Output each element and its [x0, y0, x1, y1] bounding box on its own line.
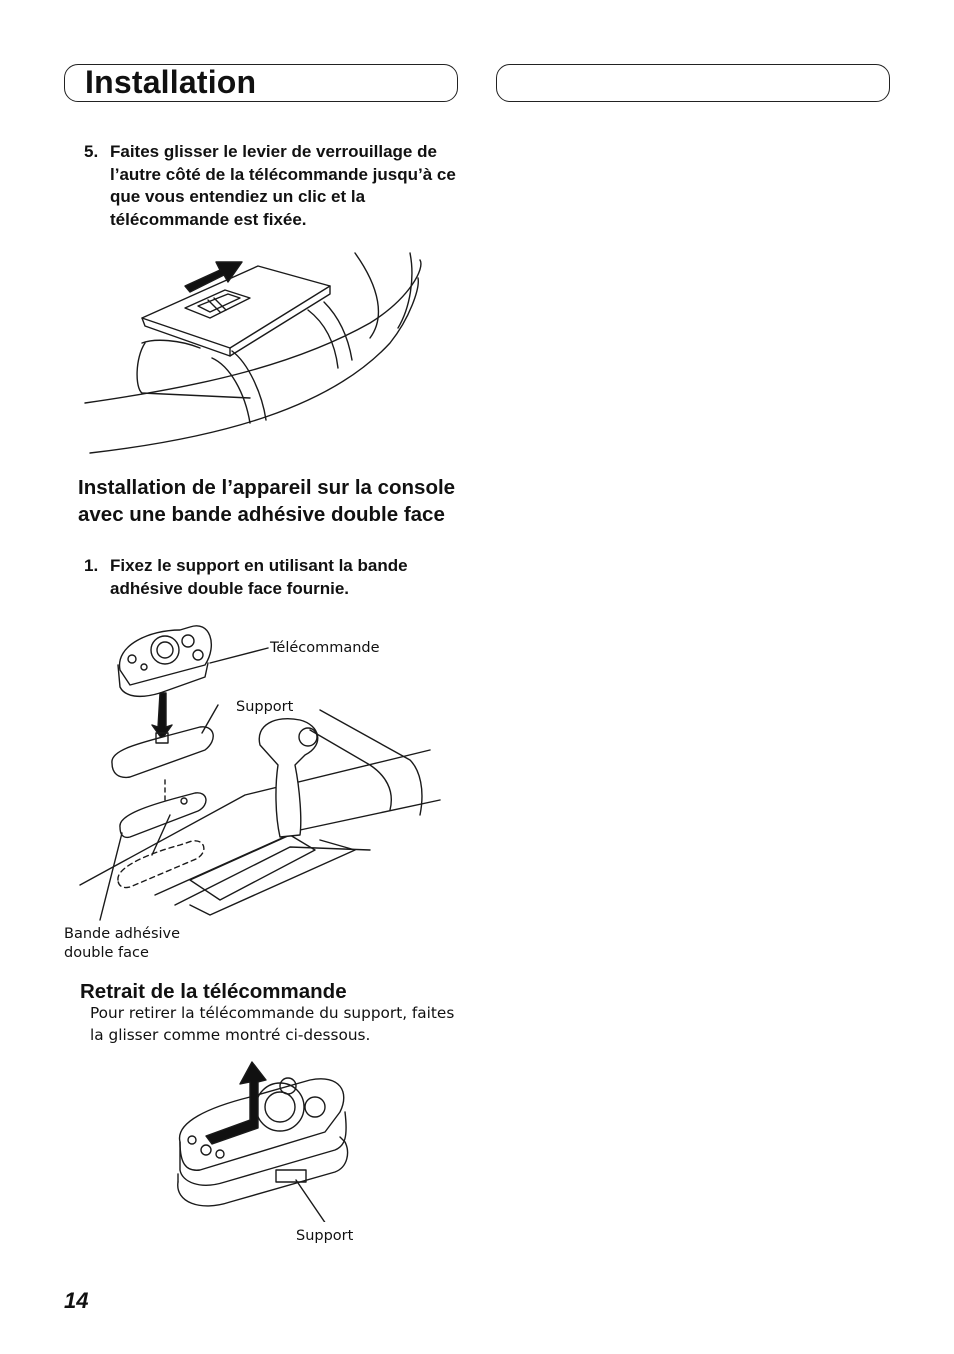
section-header-box [64, 64, 458, 102]
section-heading-console: Installation de l’appareil sur la console avec une bande adhésive double face [78, 476, 456, 527]
section-heading-removal: Retrait de la télécommande [80, 980, 347, 1003]
label-remote: Télécommande [270, 640, 380, 656]
label-support: Support [236, 699, 294, 715]
step-text: Faites glisser le levier de verrouillage de l’autre côté de la télécommande jusqu’à ce que vous entendiez un clic et la télécommande est fixée. [110, 142, 456, 230]
steering-wheel-illustration [80, 248, 430, 463]
page-number: 14 [64, 1288, 89, 1313]
step-number: 1. [84, 556, 99, 575]
page-title: Installation [85, 64, 257, 100]
step-text: Fixez le support en utilisant la bande adhésive double face fournie. [110, 556, 408, 598]
removal-instructions: Pour retirer la télécommande du support, faites la glisser comme montré ci-dessous. [90, 1004, 455, 1044]
remote-removal-illustration [170, 1052, 360, 1222]
console-mount-illustration [70, 615, 450, 925]
step-1 [84, 555, 464, 600]
label-tape-line2: double face [64, 945, 149, 961]
label-support-removal: Support [296, 1228, 354, 1244]
label-tape-line1: Bande adhésive [64, 926, 181, 942]
empty-header-box [496, 64, 890, 102]
step-number: 5. [84, 142, 99, 161]
step-5 [84, 141, 464, 232]
